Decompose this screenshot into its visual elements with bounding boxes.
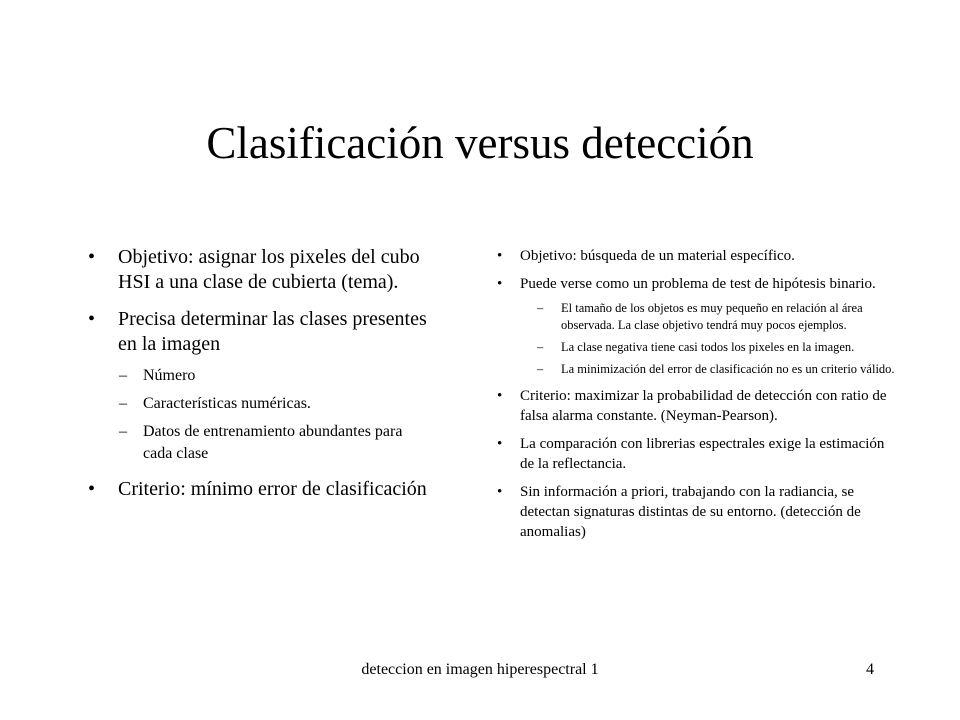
list-item <box>497 434 897 474</box>
list-item <box>88 245 433 295</box>
sub-item-text: El tamaño de los objetos es muy pequeño en relación al área observada. La clase objetivo tendrá muy pocos ejemplos. <box>561 301 863 332</box>
bullet-text: La comparación con librerias espectrales exige la estimación de la reflectancia. <box>520 436 885 472</box>
page-number: 4 <box>866 661 874 678</box>
bullet-text: Puede verse como un problema de test de hipótesis binario. <box>520 276 876 292</box>
bullet-text: Objetivo: búsqueda de un material específico. <box>520 248 795 264</box>
bullet-text: Sin información a priori, trabajando con la radiancia, se detectan signaturas distintas de su entorno. (detección de anomalias) <box>520 484 861 540</box>
bullet-text: Criterio: maximizar la probabilidad de detección con ratio de falsa alarma constante. (Neyman-Pearson). <box>520 388 887 424</box>
right-column <box>497 246 897 550</box>
slide-title: Clasificación versus detección <box>206 118 754 168</box>
dash-icon: – <box>119 395 127 412</box>
sub-list-item <box>88 393 433 415</box>
sub-item-text: La minimización del error de clasificación no es un criterio válido. <box>561 362 895 376</box>
dash-icon: – <box>119 423 127 440</box>
list-item <box>497 386 897 426</box>
list-item <box>497 274 897 294</box>
sub-list-item <box>88 421 433 465</box>
bullet-text: Criterio: mínimo error de clasificación <box>118 478 427 500</box>
right-bullet-list <box>497 246 897 542</box>
list-item <box>497 482 897 542</box>
dash-icon: – <box>537 301 544 315</box>
sub-item-text: Datos de entrenamiento abundantes para cada clase <box>143 423 403 462</box>
list-item <box>497 246 897 266</box>
sub-list-item <box>497 339 897 356</box>
sub-list-item <box>497 300 897 334</box>
bullet-icon: • <box>497 276 503 292</box>
list-item <box>88 477 433 502</box>
bullet-icon: • <box>497 388 503 404</box>
left-bullet-list <box>88 245 433 502</box>
sub-list-item <box>88 365 433 387</box>
dash-icon: – <box>537 362 544 376</box>
sub-list-item <box>497 361 897 378</box>
bullet-icon: • <box>497 484 503 500</box>
sub-item-text: Número <box>143 367 196 384</box>
bullet-text: Objetivo: asignar los pixeles del cubo HSI a una clase de cubierta (tema). <box>118 246 420 293</box>
bullet-icon: • <box>497 248 503 264</box>
sub-item-text: Características numéricas. <box>143 395 311 412</box>
bullet-text: Precisa determinar las clases presentes en la imagen <box>118 308 427 355</box>
dash-icon: – <box>537 340 544 354</box>
bullet-icon: • <box>497 436 503 452</box>
dash-icon: – <box>119 367 127 384</box>
footer-text: deteccion en imagen hiperespectral 1 <box>361 661 599 678</box>
sub-list <box>88 365 433 465</box>
bullet-icon: • <box>88 308 96 330</box>
bullet-icon: • <box>88 246 96 268</box>
sub-list <box>497 300 897 378</box>
bullet-icon: • <box>88 478 96 500</box>
list-item <box>88 307 433 357</box>
left-column <box>88 245 433 514</box>
sub-item-text: La clase negativa tiene casi todos los pixeles en la imagen. <box>561 340 855 354</box>
